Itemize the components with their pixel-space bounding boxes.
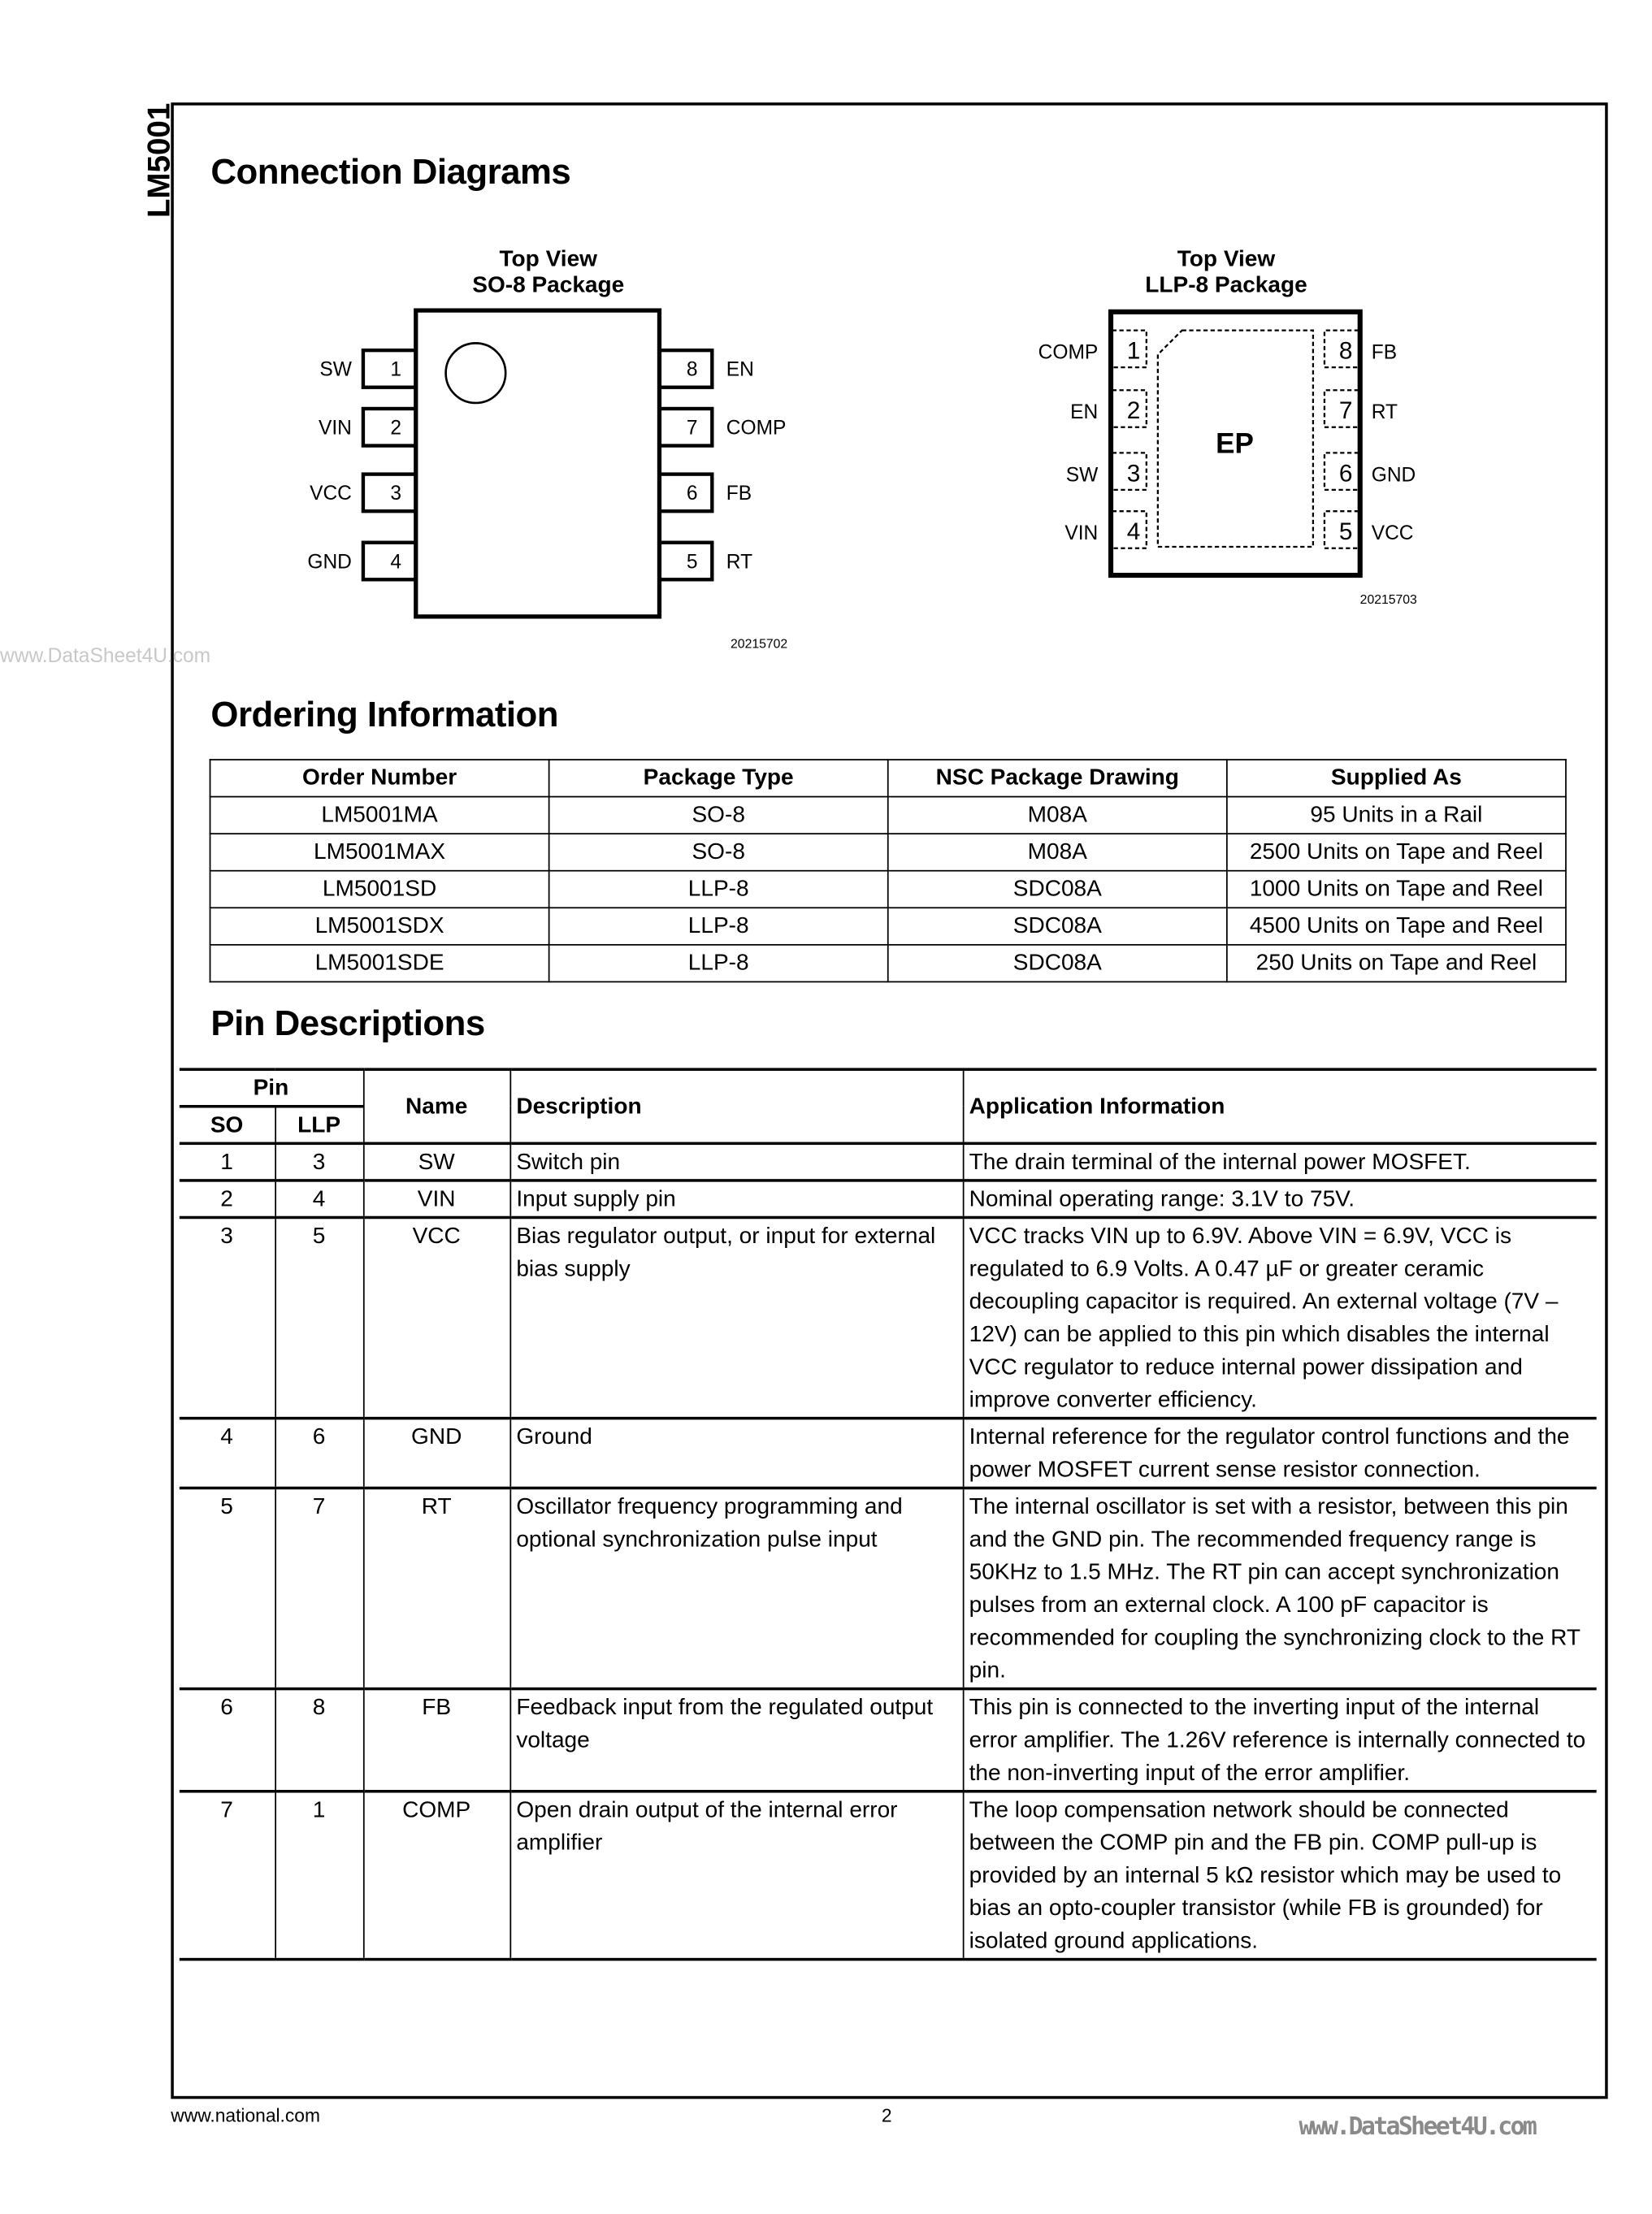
llp8-pin-number: 2 — [1126, 397, 1141, 425]
section-ordering-information: Ordering Information — [210, 695, 559, 735]
ordering-cell: LLP-8 — [549, 945, 888, 982]
so8-pin-number: 7 — [686, 417, 698, 440]
ordering-header: NSC Package Drawing — [888, 760, 1227, 797]
pin-descriptions-table — [180, 1068, 1597, 1961]
llp8-pin-name: GND — [1371, 464, 1416, 487]
pin-description: Switch pin — [509, 1143, 962, 1181]
ordering-cell: SO-8 — [549, 834, 888, 871]
pin-llp: 1 — [275, 1792, 363, 1960]
so8-pin-number: 5 — [686, 551, 698, 574]
watermark-left: www.DataSheet4U.com — [0, 643, 211, 667]
so8-pin-name: RT — [726, 551, 753, 574]
so8-pin-right — [659, 409, 712, 446]
pin-description: Ground — [509, 1419, 962, 1488]
pin-llp: 7 — [275, 1488, 363, 1688]
pin-row — [180, 1143, 1597, 1181]
llp8-pin-name: RT — [1371, 401, 1398, 424]
so8-pin-name: FB — [726, 483, 752, 505]
so8-body — [416, 310, 660, 617]
pin-row — [180, 1689, 1597, 1792]
header-so: SO — [180, 1107, 275, 1144]
so8-pin-left — [363, 543, 416, 580]
pin-name: VIN — [363, 1181, 510, 1218]
ordering-header: Supplied As — [1227, 760, 1566, 797]
llp8-pin-number: 8 — [1338, 337, 1353, 365]
ordering-row — [210, 834, 1566, 871]
ordering-cell: 4500 Units on Tape and Reel — [1227, 908, 1566, 945]
ordering-row — [210, 797, 1566, 834]
ordering-cell: M08A — [888, 834, 1227, 871]
pin-application-info: The drain terminal of the internal power MOSFET. — [963, 1143, 1597, 1181]
pin-so: 7 — [180, 1792, 275, 1960]
llp8-pin-name: FB — [1371, 341, 1398, 364]
so8-pin-number: 4 — [390, 551, 402, 574]
ordering-cell: 95 Units in a Rail — [1227, 797, 1566, 834]
ordering-cell: LLP-8 — [549, 908, 888, 945]
pin-description: Oscillator frequency programming and optional synchronization pulse input — [509, 1488, 962, 1688]
so8-pin-name: EN — [726, 358, 754, 381]
so8-diagram — [307, 246, 787, 652]
section-pin-descriptions: Pin Descriptions — [210, 1003, 485, 1044]
header-llp: LLP — [275, 1107, 363, 1144]
pin-so: 3 — [180, 1217, 275, 1418]
llp8-pin-number: 6 — [1338, 460, 1353, 487]
footer-page-number: 2 — [881, 2104, 892, 2126]
ordering-header: Order Number — [210, 760, 549, 797]
so8-pin-number: 3 — [390, 483, 402, 505]
llp8-pin-name: VCC — [1371, 522, 1414, 545]
ordering-cell: LM5001SD — [210, 871, 549, 908]
pin-llp: 3 — [275, 1143, 363, 1181]
so8-pin-left — [363, 474, 416, 512]
footer-website: www.national.com — [171, 2104, 320, 2126]
header-description: Description — [509, 1069, 962, 1143]
llp8-diagram — [1038, 246, 1417, 607]
pin-so: 1 — [180, 1143, 275, 1181]
pin1-marker — [446, 343, 506, 403]
ordering-cell: LM5001MA — [210, 797, 549, 834]
so8-pin-number: 6 — [686, 483, 698, 505]
so8-pin-name: VIN — [319, 417, 352, 440]
ordering-cell: M08A — [888, 797, 1227, 834]
llp8-pin-number: 7 — [1338, 397, 1353, 425]
ordering-cell: LM5001MAX — [210, 834, 549, 871]
llp8-pin-number: 4 — [1126, 518, 1141, 546]
pin-llp: 6 — [275, 1419, 363, 1488]
pin-description: Feedback input from the regulated output voltage — [509, 1689, 962, 1792]
header-pin: Pin — [180, 1069, 363, 1107]
pin-name: COMP — [363, 1792, 510, 1960]
pin-row — [180, 1181, 1597, 1218]
pin-name: SW — [363, 1143, 510, 1181]
ordering-cell: SDC08A — [888, 908, 1227, 945]
pin-so: 4 — [180, 1419, 275, 1488]
so8-pin-number: 2 — [390, 417, 402, 440]
so8-title1: Top View — [499, 245, 597, 271]
pin-name: RT — [363, 1488, 510, 1688]
pin-name: GND — [363, 1419, 510, 1488]
llp8-pin-name: COMP — [1038, 341, 1099, 364]
pin-llp: 4 — [275, 1181, 363, 1218]
llp8-title2: LLP-8 Package — [1145, 271, 1307, 297]
pin-row — [180, 1419, 1597, 1488]
header-name: Name — [363, 1069, 510, 1143]
ordering-row — [210, 871, 1566, 908]
ordering-cell: SDC08A — [888, 945, 1227, 982]
ordering-header: Package Type — [549, 760, 888, 797]
llp8-figure-number: 20215703 — [1359, 593, 1417, 608]
so8-pin-name: VCC — [310, 483, 352, 505]
header-application-info: Application Information — [963, 1069, 1597, 1143]
so8-pin-name: SW — [319, 358, 352, 381]
so8-pin-name: GND — [307, 551, 352, 574]
so8-pin-right — [659, 350, 712, 388]
pin-name: FB — [363, 1689, 510, 1792]
pin-application-info: This pin is connected to the inverting input of the internal error amplifier. The 1.26V reference is internally connected to the non-inverting input of the error amplifier. — [963, 1689, 1597, 1792]
so8-pin-number: 1 — [390, 358, 402, 381]
ordering-row — [210, 908, 1566, 945]
llp8-pin-name: SW — [1065, 464, 1099, 487]
pin-row — [180, 1792, 1597, 1960]
pin-application-info: VCC tracks VIN up to 6.9V. Above VIN = 6.9V, VCC is regulated to 6.9 Volts. A 0.47 µF or greater ceramic decoupling capacitor is required. An external voltage (7V – 12V) can be applied to this pin which disables the internal VCC regulator to reduce internal power dissipation and improve converter efficiency. — [963, 1217, 1597, 1418]
so8-pin-number: 8 — [686, 358, 698, 381]
ordering-row — [210, 945, 1566, 982]
llp8-pin-number: 3 — [1126, 460, 1141, 487]
ordering-cell: 1000 Units on Tape and Reel — [1227, 871, 1566, 908]
so8-pin-left — [363, 350, 416, 388]
so8-pin-right — [659, 474, 712, 512]
llp8-pin-number: 1 — [1126, 337, 1141, 365]
pin-application-info: The internal oscillator is set with a resistor, between this pin and the GND pin. The recommended frequency range is 50KHz to 1.5 MHz. The RT pin can accept synchronization pulses from an external clock. A 100 pF capacitor is recommended for coupling the synchronizing clock to the RT pin. — [963, 1488, 1597, 1688]
connection-diagrams — [0, 0, 1652, 669]
pin-llp: 5 — [275, 1217, 363, 1418]
ordering-cell: LM5001SDX — [210, 908, 549, 945]
ordering-table — [210, 759, 1567, 982]
ordering-cell: LM5001SDE — [210, 945, 549, 982]
so8-figure-number: 20215702 — [731, 637, 788, 652]
so8-title2: SO-8 Package — [472, 271, 625, 297]
ordering-cell: 2500 Units on Tape and Reel — [1227, 834, 1566, 871]
pin-so: 6 — [180, 1689, 275, 1792]
pin-row — [180, 1217, 1597, 1418]
pin-description: Open drain output of the internal error amplifier — [509, 1792, 962, 1960]
so8-pin-right — [659, 543, 712, 580]
pin-application-info: The loop compensation network should be connected between the COMP pin and the FB pin. COMP pull-up is provided by an internal 5 kΩ resistor which may be used to bias an opto-coupler transistor (while FB is grounded) for isolated ground applications. — [963, 1792, 1597, 1960]
pin-application-info: Internal reference for the regulator control functions and the power MOSFET current sense resistor connection. — [963, 1419, 1597, 1488]
ordering-cell: SO-8 — [549, 797, 888, 834]
llp8-pin-name: EN — [1070, 401, 1099, 424]
side-title: LM5001 — [141, 102, 177, 219]
ordering-cell: 250 Units on Tape and Reel — [1227, 945, 1566, 982]
pin-name: VCC — [363, 1217, 510, 1418]
so8-pin-name: COMP — [726, 417, 787, 440]
llp8-pin-number: 5 — [1338, 518, 1353, 546]
llp8-title1: Top View — [1177, 245, 1276, 271]
pin-so: 2 — [180, 1181, 275, 1218]
exposed-pad-label: EP — [1216, 427, 1254, 460]
section-connection-diagrams: Connection Diagrams — [210, 152, 571, 193]
pin-row — [180, 1488, 1597, 1688]
pin-description: Input supply pin — [509, 1181, 962, 1218]
watermark-right: www.DataSheet4U.com — [1299, 2112, 1536, 2142]
so8-pin-left — [363, 409, 416, 446]
pin-application-info: Nominal operating range: 3.1V to 75V. — [963, 1181, 1597, 1218]
ordering-cell: LLP-8 — [549, 871, 888, 908]
llp8-pin-name: VIN — [1064, 522, 1099, 545]
pin-description: Bias regulator output, or input for external bias supply — [509, 1217, 962, 1418]
ordering-cell: SDC08A — [888, 871, 1227, 908]
pin-so: 5 — [180, 1488, 275, 1688]
pin-llp: 8 — [275, 1689, 363, 1792]
